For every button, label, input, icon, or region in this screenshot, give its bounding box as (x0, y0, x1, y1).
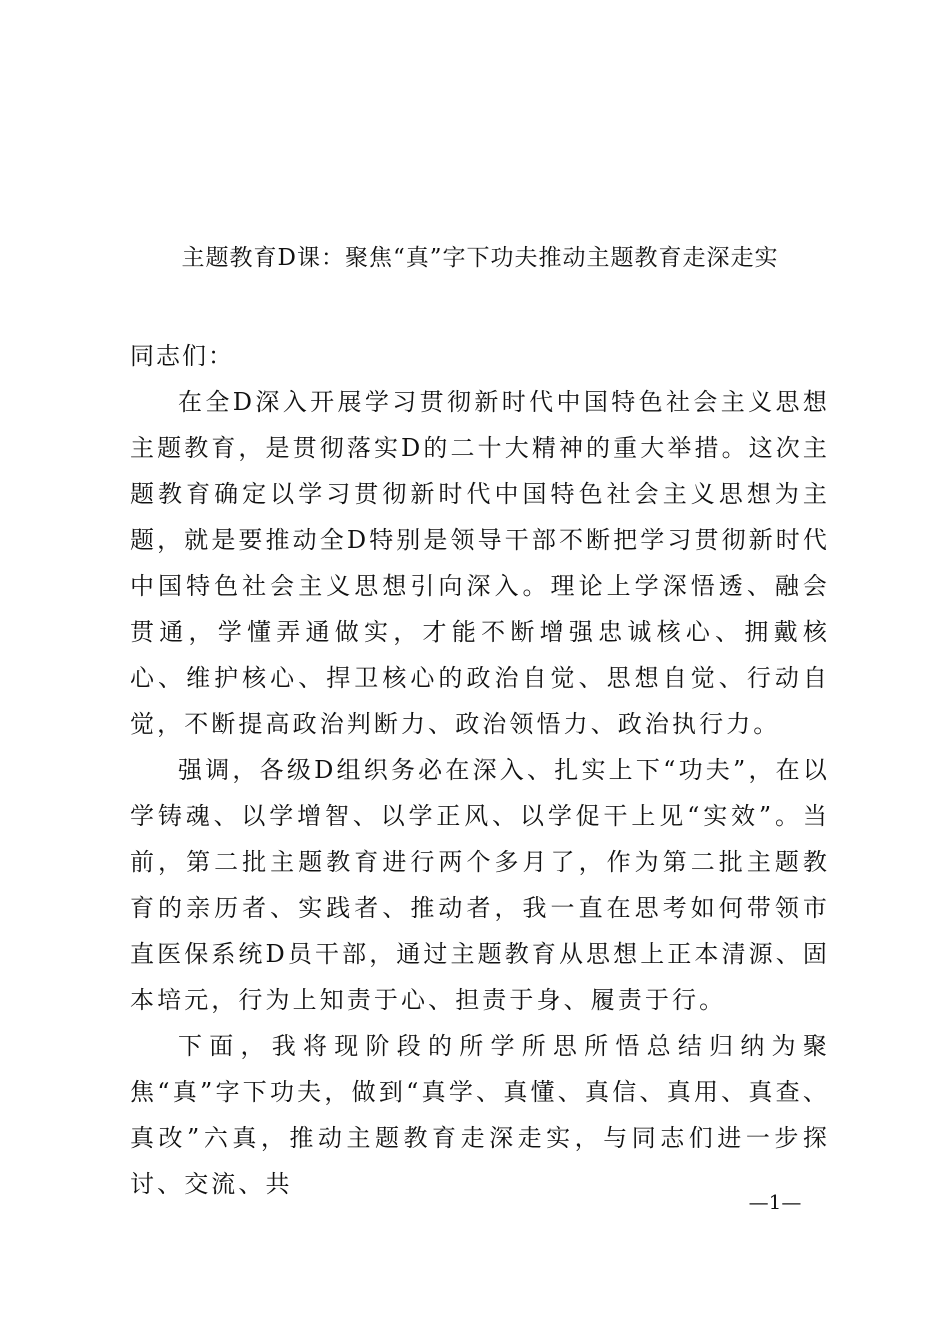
document-body (130, 333, 830, 1207)
salutation: 同志们： (130, 342, 234, 370)
paragraph-2: 强调，各级D组织务必在深入、扎实上下“功夫”，在以学铸魂、以学增智、以学正风、以学促干上见“实效”。当前，第二批主题教育进行两个多月了，作为第二批主题教育的亲历者、实践者、推动者，我一直在思考如何带领市直医保系统D员干部，通过主题教育从思想上正本清源、固本培元，行为上知责于心、担责于身、履责于行。 (130, 756, 830, 1014)
paragraph-3: 下面，我将现阶段的所学所思所悟总结归纳为聚焦“真”字下功夫，做到“真学、真懂、真信、真用、真查、真改”六真，推动主题教育走深走实，与同志们进一步探讨、交流、共 (130, 1032, 830, 1198)
document-title: 主题教育D课：聚焦“真”字下功夫推动主题教育走深走实 (181, 245, 779, 271)
paragraph-1: 在全D深入开展学习贯彻新时代中国特色社会主义思想主题教育，是贯彻落实D的二十大精神的重大举措。这次主题教育确定以学习贯彻新时代中国特色社会主义思想为主题，就是要推动全D特别是领导干部不断把学习贯彻新时代中国特色社会主义思想引向深入。理论上学深悟透、融会贯通，学懂弄通做实，才能不断增强忠诚核心、拥戴核心、维护核心、捍卫核心的政治自觉、思想自觉、行动自觉，不断提高政治判断力、政治领悟力、政治执行力。 (130, 388, 830, 738)
page-number: —1— (748, 1190, 802, 1214)
